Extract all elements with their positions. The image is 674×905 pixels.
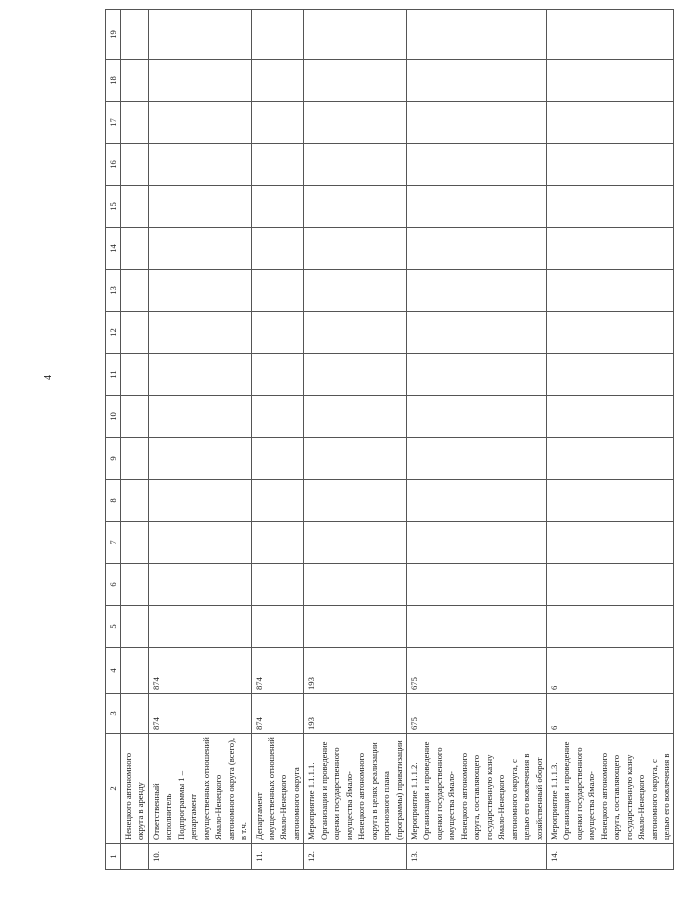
row-name: Департамент имущественных отношений Ямало-Ненецкого автономного округа — [251, 734, 304, 844]
column-header-7: 7 — [106, 522, 121, 564]
empty-cell-col7 — [121, 522, 149, 564]
empty-cell-col13 — [148, 270, 251, 312]
column-header-10: 10 — [106, 396, 121, 438]
row-number: 12. — [304, 844, 407, 870]
empty-cell-col13 — [121, 270, 149, 312]
column-header-14: 14 — [106, 228, 121, 270]
empty-cell-col16 — [304, 144, 407, 186]
row-number — [121, 844, 149, 870]
empty-cell-col19 — [406, 10, 546, 60]
table-row — [304, 10, 407, 870]
row-value-col4: 193 — [304, 648, 407, 694]
column-header-9: 9 — [106, 438, 121, 480]
column-header-4: 4 — [106, 648, 121, 694]
empty-cell-col8 — [121, 480, 149, 522]
empty-cell-col19 — [148, 10, 251, 60]
row-number: 10. — [148, 844, 251, 870]
empty-cell-col8 — [304, 480, 407, 522]
empty-cell-col6 — [304, 564, 407, 606]
empty-cell-col9 — [251, 438, 304, 480]
empty-cell-col6 — [148, 564, 251, 606]
empty-cell-col17 — [148, 102, 251, 144]
empty-cell-col12 — [546, 312, 674, 354]
row-value-col4: 6 — [546, 648, 674, 694]
empty-cell-col6 — [406, 564, 546, 606]
empty-cell-col13 — [304, 270, 407, 312]
empty-cell-col5 — [121, 606, 149, 648]
empty-cell-col6 — [251, 564, 304, 606]
empty-cell-col7 — [304, 522, 407, 564]
empty-cell-col12 — [148, 312, 251, 354]
empty-cell-col16 — [251, 144, 304, 186]
empty-cell-col10 — [546, 396, 674, 438]
row-name: Мероприятие 1.1.1.2. Организация и проведение оценки государственного имущества Ямало-Ненецкого автономного округа, составляющего государственную казну Ямало-Ненецкого автономного округа, с целью его вовлечения в хозяйственный оборот — [406, 734, 546, 844]
empty-cell-col11 — [148, 354, 251, 396]
empty-cell-col13 — [251, 270, 304, 312]
column-header-15: 15 — [106, 186, 121, 228]
empty-cell-col12 — [406, 312, 546, 354]
row-number: 14. — [546, 844, 674, 870]
column-header-6: 6 — [106, 564, 121, 606]
empty-cell-col5 — [406, 606, 546, 648]
row-number: 13. — [406, 844, 546, 870]
row-name: Ненецкого автономного округа в аренду — [121, 734, 149, 844]
empty-cell-col12 — [251, 312, 304, 354]
empty-cell-col16 — [148, 144, 251, 186]
row-value-col3: 874 — [148, 694, 251, 734]
empty-cell-col6 — [121, 564, 149, 606]
empty-cell-col10 — [148, 396, 251, 438]
empty-cell-col16 — [546, 144, 674, 186]
row-name: Мероприятие 1.1.1.3. Организация и проведение оценки государственного имущества Ямало-Ненецкого автономного округа, составляющего государственную казну Ямало-Ненецкого автономного округа, с целью его вовлечения в — [546, 734, 674, 844]
table-row — [148, 10, 251, 870]
table-row — [406, 10, 546, 870]
empty-cell-col17 — [251, 102, 304, 144]
empty-cell-col14 — [406, 228, 546, 270]
row-value-col4: 675 — [406, 648, 546, 694]
table-row — [546, 10, 674, 870]
empty-cell-col15 — [251, 186, 304, 228]
empty-cell-col5 — [304, 606, 407, 648]
empty-cell-col9 — [304, 438, 407, 480]
empty-cell-col7 — [251, 522, 304, 564]
empty-cell-col5 — [148, 606, 251, 648]
empty-cell-col15 — [148, 186, 251, 228]
empty-cell-col17 — [546, 102, 674, 144]
program-funding-table — [105, 9, 674, 870]
empty-cell-col11 — [251, 354, 304, 396]
empty-cell-col15 — [304, 186, 407, 228]
empty-cell-col17 — [406, 102, 546, 144]
empty-cell-col7 — [148, 522, 251, 564]
empty-cell-col13 — [406, 270, 546, 312]
column-header-11: 11 — [106, 354, 121, 396]
column-number-row — [106, 10, 121, 870]
empty-cell-col18 — [251, 60, 304, 102]
empty-cell-col9 — [148, 438, 251, 480]
column-header-1: 1 — [106, 844, 121, 870]
page-number: 4 — [43, 375, 54, 380]
row-value-col4: 874 — [251, 648, 304, 694]
empty-cell-col16 — [121, 144, 149, 186]
empty-cell-col14 — [546, 228, 674, 270]
empty-cell-col19 — [121, 10, 149, 60]
empty-cell-col12 — [121, 312, 149, 354]
column-header-5: 5 — [106, 606, 121, 648]
empty-cell-col8 — [148, 480, 251, 522]
empty-cell-col10 — [304, 396, 407, 438]
column-header-12: 12 — [106, 312, 121, 354]
column-header-2: 2 — [106, 734, 121, 844]
empty-cell-col14 — [251, 228, 304, 270]
row-value-col3 — [121, 694, 149, 734]
empty-cell-col5 — [546, 606, 674, 648]
empty-cell-col14 — [121, 228, 149, 270]
column-header-3: 3 — [106, 694, 121, 734]
empty-cell-col9 — [406, 438, 546, 480]
empty-cell-col19 — [251, 10, 304, 60]
empty-cell-col18 — [304, 60, 407, 102]
empty-cell-col11 — [546, 354, 674, 396]
column-header-19: 19 — [106, 10, 121, 60]
empty-cell-col7 — [546, 522, 674, 564]
empty-cell-col10 — [251, 396, 304, 438]
empty-cell-col15 — [546, 186, 674, 228]
empty-cell-col18 — [121, 60, 149, 102]
empty-cell-col8 — [251, 480, 304, 522]
empty-cell-col11 — [406, 354, 546, 396]
empty-cell-col16 — [406, 144, 546, 186]
empty-cell-col6 — [546, 564, 674, 606]
empty-cell-col19 — [304, 10, 407, 60]
empty-cell-col15 — [121, 186, 149, 228]
column-header-13: 13 — [106, 270, 121, 312]
empty-cell-col18 — [148, 60, 251, 102]
empty-cell-col15 — [406, 186, 546, 228]
empty-cell-col13 — [546, 270, 674, 312]
table-row — [121, 10, 149, 870]
empty-cell-col10 — [121, 396, 149, 438]
empty-cell-col8 — [546, 480, 674, 522]
row-value-col4: 874 — [148, 648, 251, 694]
empty-cell-col5 — [251, 606, 304, 648]
empty-cell-col8 — [406, 480, 546, 522]
row-value-col3: 874 — [251, 694, 304, 734]
empty-cell-col18 — [406, 60, 546, 102]
empty-cell-col7 — [406, 522, 546, 564]
column-header-18: 18 — [106, 60, 121, 102]
rotated-table-sheet — [105, 10, 672, 870]
column-header-8: 8 — [106, 480, 121, 522]
empty-cell-col19 — [546, 10, 674, 60]
row-name: Мероприятие 1.1.1.1. Организация и проведение оценки государственного имущества Ямало-Ненецкого автономного округа в целях реализации прогнозного плана (программы) приватизации — [304, 734, 407, 844]
empty-cell-col12 — [304, 312, 407, 354]
empty-cell-col9 — [546, 438, 674, 480]
empty-cell-col18 — [546, 60, 674, 102]
empty-cell-col9 — [121, 438, 149, 480]
empty-cell-col11 — [304, 354, 407, 396]
empty-cell-col10 — [406, 396, 546, 438]
column-header-16: 16 — [106, 144, 121, 186]
empty-cell-col14 — [148, 228, 251, 270]
empty-cell-col17 — [121, 102, 149, 144]
row-name: Ответственный исполнитель Подпрограммы 1 – департамент имущественных отношений Ямало-Ненецкого автономного округа (всего), в т.ч. — [148, 734, 251, 844]
row-number: 11. — [251, 844, 304, 870]
row-value-col4 — [121, 648, 149, 694]
empty-cell-col11 — [121, 354, 149, 396]
table-row — [251, 10, 304, 870]
row-value-col3: 193 — [304, 694, 407, 734]
row-value-col3: 675 — [406, 694, 546, 734]
row-value-col3: 6 — [546, 694, 674, 734]
empty-cell-col14 — [304, 228, 407, 270]
empty-cell-col17 — [304, 102, 407, 144]
column-header-17: 17 — [106, 102, 121, 144]
